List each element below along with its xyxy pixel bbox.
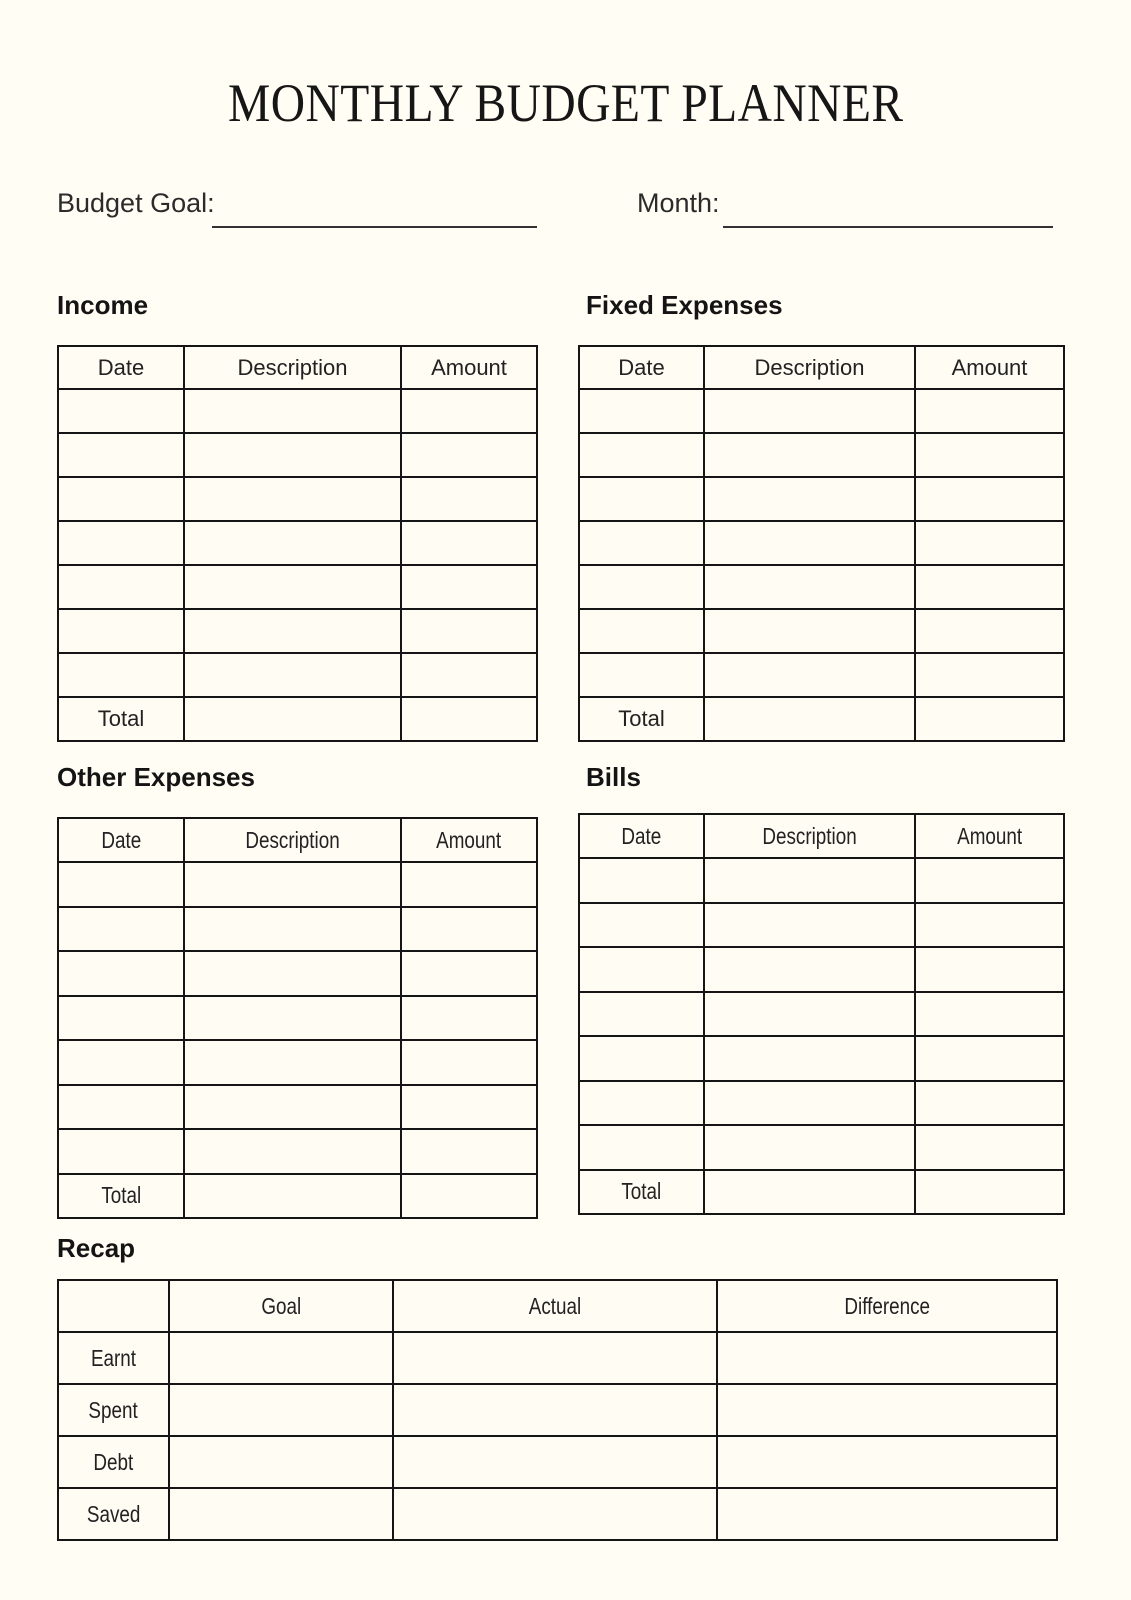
- date-cell[interactable]: [58, 1129, 184, 1174]
- recap-heading: Recap: [57, 1233, 136, 1263]
- earnt-difference-cell[interactable]: [717, 1332, 1057, 1384]
- saved-row-label: Saved: [58, 1488, 169, 1540]
- description-cell[interactable]: [184, 1085, 401, 1130]
- amount-cell[interactable]: [401, 521, 537, 565]
- date-cell[interactable]: [579, 565, 704, 609]
- amount-cell[interactable]: [401, 996, 537, 1041]
- bills-entry-row: [579, 992, 1064, 1037]
- date-cell[interactable]: [58, 907, 184, 952]
- amount-cell[interactable]: [401, 389, 537, 433]
- description-column-header: Description: [184, 346, 401, 389]
- saved-actual-cell[interactable]: [393, 1488, 717, 1540]
- date-cell[interactable]: [579, 433, 704, 477]
- description-cell[interactable]: [704, 992, 915, 1037]
- date-cell[interactable]: [579, 992, 704, 1037]
- date-column-header: Date: [58, 346, 184, 389]
- total-label-cell: Total: [579, 1170, 704, 1215]
- recap-row-debt: [58, 1436, 1057, 1488]
- other-expenses-entry-row: [58, 996, 537, 1041]
- date-cell[interactable]: [58, 1085, 184, 1130]
- recap-row-earnt: [58, 1332, 1057, 1384]
- fixed-expenses-header-row: [579, 346, 1064, 389]
- amount-column-header: Amount: [915, 814, 1064, 858]
- total-amount-cell[interactable]: [401, 1174, 537, 1219]
- month-label: Month:: [637, 188, 720, 218]
- bills-entry-row: [579, 1125, 1064, 1170]
- income-entry-row: [58, 521, 537, 565]
- earnt-row-label: Earnt: [58, 1332, 169, 1384]
- actual-column-header: Actual: [393, 1280, 717, 1332]
- date-cell[interactable]: [579, 1081, 704, 1126]
- amount-cell[interactable]: [915, 1081, 1064, 1126]
- amount-cell[interactable]: [401, 477, 537, 521]
- bills-entry-row: [579, 1081, 1064, 1126]
- date-cell[interactable]: [58, 609, 184, 653]
- description-cell[interactable]: [704, 1125, 915, 1170]
- amount-cell[interactable]: [401, 1040, 537, 1085]
- description-column-header: Description: [704, 346, 915, 389]
- fixed-expenses-entry-row: [579, 609, 1064, 653]
- description-cell[interactable]: [704, 609, 915, 653]
- amount-cell[interactable]: [915, 947, 1064, 992]
- debt-actual-cell[interactable]: [393, 1436, 717, 1488]
- debt-row-label: Debt: [58, 1436, 169, 1488]
- other-expenses-table: [57, 817, 538, 1219]
- other-expenses-entry-row: [58, 862, 537, 907]
- total-description-cell[interactable]: [184, 697, 401, 741]
- description-column-header: Description: [184, 818, 401, 862]
- date-cell[interactable]: [579, 521, 704, 565]
- description-cell[interactable]: [704, 653, 915, 697]
- description-cell[interactable]: [184, 433, 401, 477]
- income-header-row: [58, 346, 537, 389]
- amount-cell[interactable]: [915, 903, 1064, 948]
- description-cell[interactable]: [704, 858, 915, 903]
- total-amount-cell[interactable]: [915, 697, 1064, 741]
- description-cell[interactable]: [184, 521, 401, 565]
- amount-cell[interactable]: [915, 565, 1064, 609]
- amount-cell[interactable]: [915, 609, 1064, 653]
- difference-column-header: Difference: [717, 1280, 1057, 1332]
- date-cell[interactable]: [579, 1036, 704, 1081]
- amount-cell[interactable]: [915, 858, 1064, 903]
- debt-difference-cell[interactable]: [717, 1436, 1057, 1488]
- amount-cell[interactable]: [915, 389, 1064, 433]
- saved-difference-cell[interactable]: [717, 1488, 1057, 1540]
- fixed-expenses-total-row: [579, 697, 1064, 741]
- description-cell[interactable]: [184, 862, 401, 907]
- total-label-cell: Total: [58, 697, 184, 741]
- date-column-header: Date: [579, 346, 704, 389]
- date-column-header: Date: [58, 818, 184, 862]
- description-column-header: Description: [704, 814, 915, 858]
- income-entry-row: [58, 653, 537, 697]
- description-cell[interactable]: [704, 947, 915, 992]
- bills-entry-row: [579, 1036, 1064, 1081]
- amount-cell[interactable]: [401, 433, 537, 477]
- description-cell[interactable]: [184, 609, 401, 653]
- description-cell[interactable]: [704, 477, 915, 521]
- date-cell[interactable]: [579, 653, 704, 697]
- amount-cell[interactable]: [915, 433, 1064, 477]
- other-expenses-entry-row: [58, 1129, 537, 1174]
- description-cell[interactable]: [704, 433, 915, 477]
- date-cell[interactable]: [579, 477, 704, 521]
- recap-header-row: [58, 1280, 1057, 1332]
- bills-heading: Bills: [586, 762, 641, 792]
- date-cell[interactable]: [579, 609, 704, 653]
- saved-goal-cell[interactable]: [169, 1488, 393, 1540]
- spent-row-label: Spent: [58, 1384, 169, 1436]
- fixed-expenses-entry-row: [579, 565, 1064, 609]
- amount-cell[interactable]: [915, 521, 1064, 565]
- amount-cell[interactable]: [915, 992, 1064, 1037]
- total-label-cell: Total: [58, 1174, 184, 1219]
- amount-column-header: Amount: [915, 346, 1064, 389]
- fixed-expenses-entry-row: [579, 521, 1064, 565]
- date-cell[interactable]: [58, 653, 184, 697]
- fixed-expenses-table: [578, 345, 1065, 742]
- amount-cell[interactable]: [401, 862, 537, 907]
- recap-table: [57, 1279, 1058, 1541]
- amount-cell[interactable]: [401, 951, 537, 996]
- goal-column-header: Goal: [169, 1280, 393, 1332]
- bills-entry-row: [579, 903, 1064, 948]
- bills-header-row: [579, 814, 1064, 858]
- total-description-cell[interactable]: [704, 697, 915, 741]
- amount-column-header: Amount: [401, 346, 537, 389]
- description-cell[interactable]: [184, 1040, 401, 1085]
- fixed-expenses-entry-row: [579, 433, 1064, 477]
- description-cell[interactable]: [184, 389, 401, 433]
- other-expenses-heading: Other Expenses: [57, 762, 255, 792]
- description-cell[interactable]: [704, 521, 915, 565]
- fixed-expenses-heading: Fixed Expenses: [586, 290, 783, 320]
- income-entry-row: [58, 565, 537, 609]
- amount-cell[interactable]: [401, 1129, 537, 1174]
- page-title-text: MONTHLY BUDGET PLANNER: [227, 73, 904, 133]
- bills-total-row: [579, 1170, 1064, 1215]
- description-cell[interactable]: [184, 907, 401, 952]
- fixed-expenses-entry-row: [579, 389, 1064, 433]
- other-expenses-total-row: [58, 1174, 537, 1219]
- other-expenses-header-row: [58, 818, 537, 862]
- budget-goal-input-line[interactable]: [212, 196, 537, 228]
- income-entry-row: [58, 389, 537, 433]
- date-cell[interactable]: [579, 947, 704, 992]
- description-cell[interactable]: [184, 1129, 401, 1174]
- amount-cell[interactable]: [915, 1125, 1064, 1170]
- description-cell[interactable]: [704, 903, 915, 948]
- date-cell[interactable]: [58, 565, 184, 609]
- earnt-goal-cell[interactable]: [169, 1332, 393, 1384]
- recap-corner-cell: [58, 1280, 169, 1332]
- amount-cell[interactable]: [401, 609, 537, 653]
- amount-cell[interactable]: [401, 907, 537, 952]
- income-total-row: [58, 697, 537, 741]
- fixed-expenses-entry-row: [579, 477, 1064, 521]
- spent-difference-cell[interactable]: [717, 1384, 1057, 1436]
- date-cell[interactable]: [579, 389, 704, 433]
- other-expenses-entry-row: [58, 951, 537, 996]
- date-cell[interactable]: [58, 862, 184, 907]
- debt-goal-cell[interactable]: [169, 1436, 393, 1488]
- recap-row-saved: [58, 1488, 1057, 1540]
- date-cell[interactable]: [58, 951, 184, 996]
- date-cell[interactable]: [579, 858, 704, 903]
- amount-cell[interactable]: [401, 653, 537, 697]
- amount-cell[interactable]: [915, 477, 1064, 521]
- other-expenses-entry-row: [58, 1040, 537, 1085]
- budget-goal-label: Budget Goal:: [57, 188, 215, 218]
- total-description-cell[interactable]: [184, 1174, 401, 1219]
- date-cell[interactable]: [58, 521, 184, 565]
- month-input-line[interactable]: [723, 196, 1053, 228]
- date-cell[interactable]: [58, 1040, 184, 1085]
- amount-cell[interactable]: [915, 1036, 1064, 1081]
- spent-goal-cell[interactable]: [169, 1384, 393, 1436]
- amount-cell[interactable]: [915, 653, 1064, 697]
- spent-actual-cell[interactable]: [393, 1384, 717, 1436]
- date-cell[interactable]: [58, 433, 184, 477]
- description-cell[interactable]: [704, 389, 915, 433]
- bills-entry-row: [579, 947, 1064, 992]
- description-cell[interactable]: [184, 996, 401, 1041]
- income-entry-row: [58, 433, 537, 477]
- bills-table: [578, 813, 1065, 1215]
- earnt-actual-cell[interactable]: [393, 1332, 717, 1384]
- amount-column-header: Amount: [401, 818, 537, 862]
- income-table: [57, 345, 538, 742]
- total-amount-cell[interactable]: [401, 697, 537, 741]
- page-title: [0, 72, 1131, 134]
- date-column-header: Date: [579, 814, 704, 858]
- income-entry-row: [58, 609, 537, 653]
- amount-cell[interactable]: [401, 1085, 537, 1130]
- date-cell[interactable]: [579, 1125, 704, 1170]
- date-cell[interactable]: [579, 903, 704, 948]
- fixed-expenses-entry-row: [579, 653, 1064, 697]
- description-cell[interactable]: [704, 1036, 915, 1081]
- description-cell[interactable]: [184, 565, 401, 609]
- other-expenses-entry-row: [58, 907, 537, 952]
- other-expenses-entry-row: [58, 1085, 537, 1130]
- total-amount-cell[interactable]: [915, 1170, 1064, 1215]
- total-label-cell: Total: [579, 697, 704, 741]
- description-cell[interactable]: [704, 565, 915, 609]
- income-heading: Income: [57, 290, 149, 320]
- income-entry-row: [58, 477, 537, 521]
- date-cell[interactable]: [58, 477, 184, 521]
- description-cell[interactable]: [184, 951, 401, 996]
- recap-row-spent: [58, 1384, 1057, 1436]
- total-description-cell[interactable]: [704, 1170, 915, 1215]
- amount-cell[interactable]: [401, 565, 537, 609]
- date-cell[interactable]: [58, 996, 184, 1041]
- bills-entry-row: [579, 858, 1064, 903]
- date-cell[interactable]: [58, 389, 184, 433]
- description-cell[interactable]: [704, 1081, 915, 1126]
- description-cell[interactable]: [184, 653, 401, 697]
- description-cell[interactable]: [184, 477, 401, 521]
